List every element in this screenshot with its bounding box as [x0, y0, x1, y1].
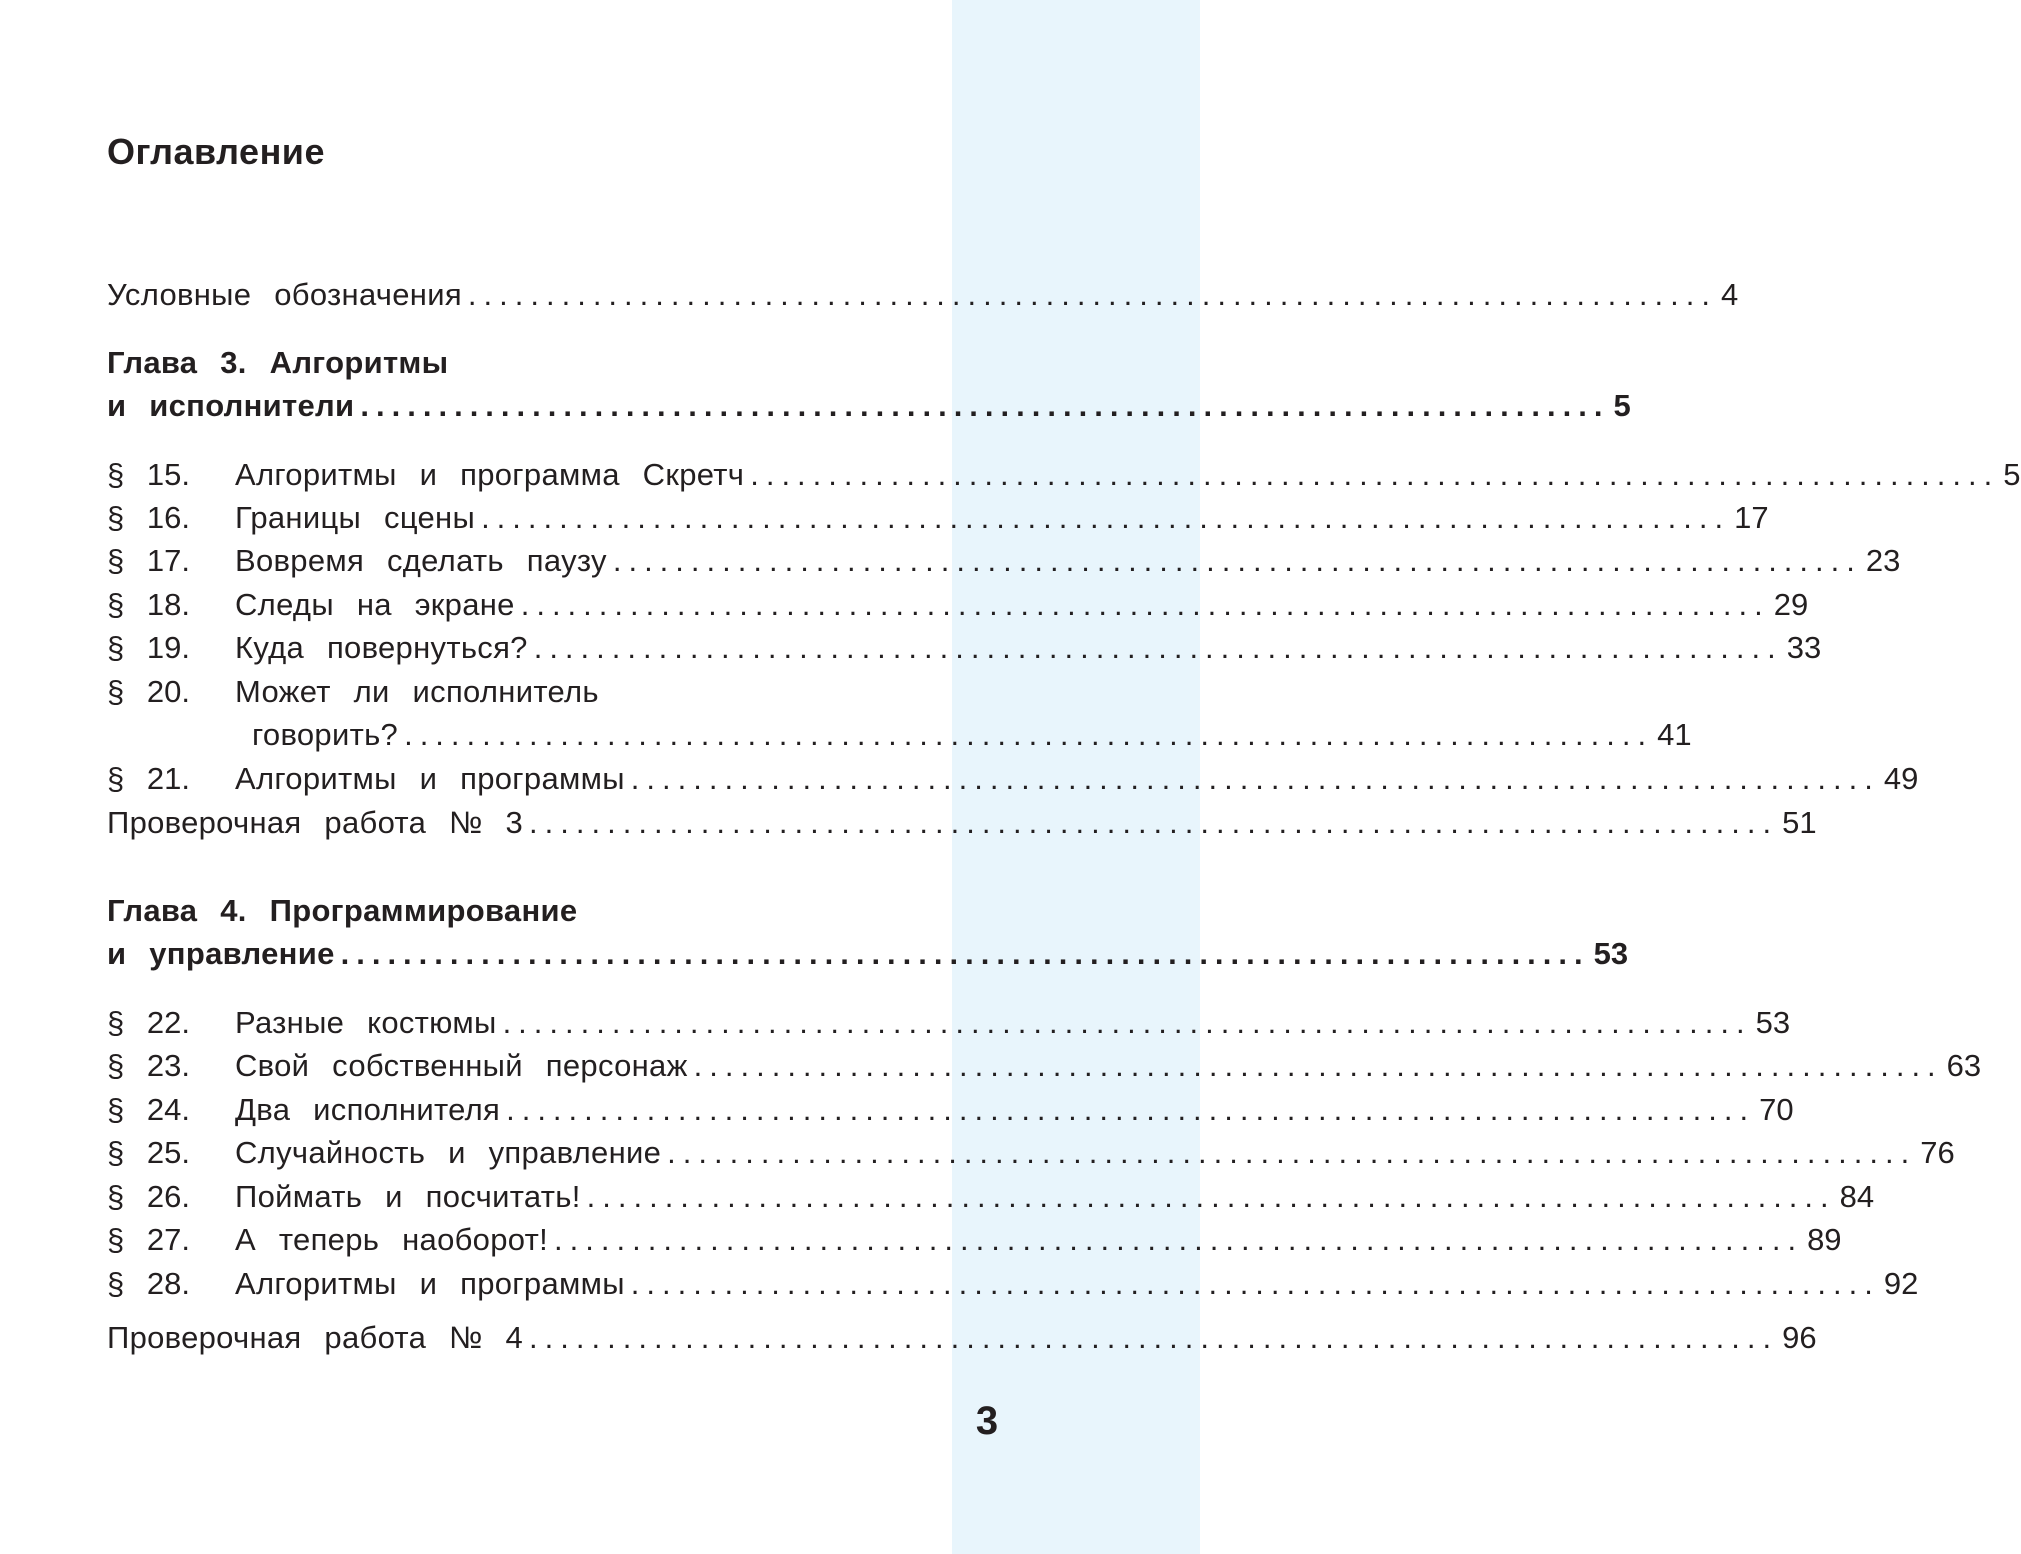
section-number: § 25. — [107, 1135, 190, 1170]
toc-entry-continuation[interactable] — [252, 715, 1692, 755]
toc-entry-label: Случайность и управление — [235, 1135, 662, 1170]
toc-entry-label: Границы сцены — [235, 500, 476, 535]
toc-entry-label: Куда повернуться? — [235, 630, 528, 665]
toc-entry-intro[interactable] — [107, 275, 1739, 315]
dot-leader: ................................................................................ — [554, 1222, 1804, 1257]
toc-entry-page: 5 — [1613, 388, 1631, 423]
toc-entry-label: Два исполнителя — [235, 1092, 501, 1127]
dot-leader: ................................................................................ — [506, 1092, 1756, 1127]
section-number: § 19. — [107, 630, 190, 665]
dot-leader: ................................................................................ — [630, 1266, 1880, 1301]
toc-entry-page: 70 — [1759, 1092, 1794, 1127]
section-number: § 21. — [107, 761, 190, 796]
dot-leader: ................................................................................ — [693, 1048, 1943, 1083]
toc-entry-label: и исполнители — [107, 388, 355, 423]
toc-entry-section[interactable] — [107, 1046, 1982, 1086]
toc-entry-page: 53 — [1755, 1005, 1791, 1040]
toc-entry-section[interactable] — [107, 1003, 1791, 1043]
dot-leader: ................................................................................ — [533, 630, 1783, 665]
toc-entry-section[interactable] — [107, 498, 1769, 538]
dot-leader: ................................................................................ — [612, 543, 1862, 578]
chapter-4-heading[interactable]: Глава 4. Программирование — [107, 893, 578, 928]
dot-leader: ................................................................................ — [750, 457, 2000, 492]
toc-entry-section[interactable] — [107, 1177, 1875, 1217]
toc-entry-section[interactable] — [107, 759, 1919, 799]
toc-entry-label: Проверочная работа № 3 — [107, 805, 524, 840]
toc-entry-page: 33 — [1786, 630, 1822, 665]
section-number: § 17. — [107, 543, 190, 578]
section-number: § 28. — [107, 1266, 190, 1301]
section-number: § 20. — [107, 674, 190, 709]
toc-entry-page: 84 — [1839, 1179, 1875, 1214]
toc-entry-label: Вовремя сделать паузу — [235, 543, 607, 578]
section-number: § 16. — [107, 500, 190, 535]
toc-entry-label: Поймать и посчитать! — [235, 1179, 581, 1214]
chapter-3-heading-line2[interactable] — [107, 386, 1631, 426]
dot-leader: ................................................................................ — [520, 587, 1770, 622]
section-number: § 26. — [107, 1179, 190, 1214]
toc-entry-page: 23 — [1865, 543, 1901, 578]
toc-entry-section[interactable] — [107, 1264, 1919, 1304]
dot-leader: ................................................................................ — [502, 1005, 1752, 1040]
dot-leader: ................................................................................ — [630, 761, 1880, 796]
toc-entry-label: Условные обозначения — [107, 277, 462, 312]
toc-entry-label: и управление — [107, 936, 335, 971]
toc-entry-section[interactable] — [107, 455, 2021, 495]
section-number: § 18. — [107, 587, 190, 622]
toc-entry-test[interactable] — [107, 803, 1817, 843]
section-number: § 23. — [107, 1048, 190, 1083]
toc-entry-label: Алгоритмы и программы — [235, 761, 625, 796]
toc-entry-label: Проверочная работа № 4 — [107, 1320, 524, 1355]
toc-entry-page: 53 — [1593, 936, 1629, 971]
toc-entry-section[interactable] — [107, 672, 909, 712]
toc-entry-page: 92 — [1883, 1266, 1919, 1301]
toc-entry-section[interactable] — [107, 541, 1901, 581]
toc-entry-label: Свой собственный персонаж — [235, 1048, 688, 1083]
dot-leader: ................................................................................ — [529, 1320, 1779, 1355]
toc-entry-page: 96 — [1782, 1320, 1817, 1355]
toc-entry-label: Разные костюмы — [235, 1005, 497, 1040]
section-number: § 15. — [107, 457, 190, 492]
chapter-3-heading[interactable]: Глава 3. Алгоритмы — [107, 345, 449, 380]
toc-entry-page: 17 — [1734, 500, 1769, 535]
chapter-4-heading-line2[interactable] — [107, 934, 1629, 974]
toc-entry-section[interactable] — [107, 1090, 1794, 1130]
toc-entry-label: говорить? — [252, 717, 399, 752]
toc-entry-label: Следы на экране — [235, 587, 515, 622]
dot-leader: ................................................................................ — [340, 936, 1590, 971]
toc-entry-section[interactable] — [107, 585, 1809, 625]
section-number: § 27. — [107, 1222, 190, 1257]
dot-leader: ................................................................................ — [467, 277, 1717, 312]
section-number: § 22. — [107, 1005, 190, 1040]
toc-entry-page: 89 — [1807, 1222, 1842, 1257]
toc-entry-section[interactable] — [107, 1133, 1955, 1173]
toc-entry-page: 29 — [1773, 587, 1809, 622]
toc-title: Оглавление — [107, 131, 325, 172]
dot-leader: ................................................................................ — [667, 1135, 1917, 1170]
dot-leader: ................................................................................ — [481, 500, 1731, 535]
toc-entry-test[interactable] — [107, 1318, 1817, 1358]
toc-entry-page: 76 — [1920, 1135, 1955, 1170]
toc-entry-section[interactable] — [107, 1220, 1842, 1260]
toc-entry-label: Может ли исполнитель — [235, 674, 599, 709]
page-number: 3 — [975, 1399, 999, 1443]
toc-entry-label: А теперь наоборот! — [235, 1222, 549, 1257]
toc-entry-page: 51 — [1782, 805, 1817, 840]
toc-entry-label: Алгоритмы и программа Скретч — [235, 457, 745, 492]
toc-entry-section[interactable] — [107, 628, 1822, 668]
toc-entry-label: Алгоритмы и программы — [235, 1266, 625, 1301]
dot-leader: ................................................................................ — [404, 717, 1654, 752]
dot-leader: ................................................................................ — [529, 805, 1779, 840]
toc-entry-page: 49 — [1883, 761, 1919, 796]
section-number: § 24. — [107, 1092, 190, 1127]
dot-leader: ................................................................................ — [360, 388, 1610, 423]
toc-entry-page: 63 — [1946, 1048, 1982, 1083]
toc-entry-page: 4 — [1720, 277, 1739, 312]
toc-entry-page: 41 — [1657, 717, 1692, 752]
toc-entry-page: 5 — [2003, 457, 2021, 492]
dot-leader: ................................................................................ — [586, 1179, 1836, 1214]
